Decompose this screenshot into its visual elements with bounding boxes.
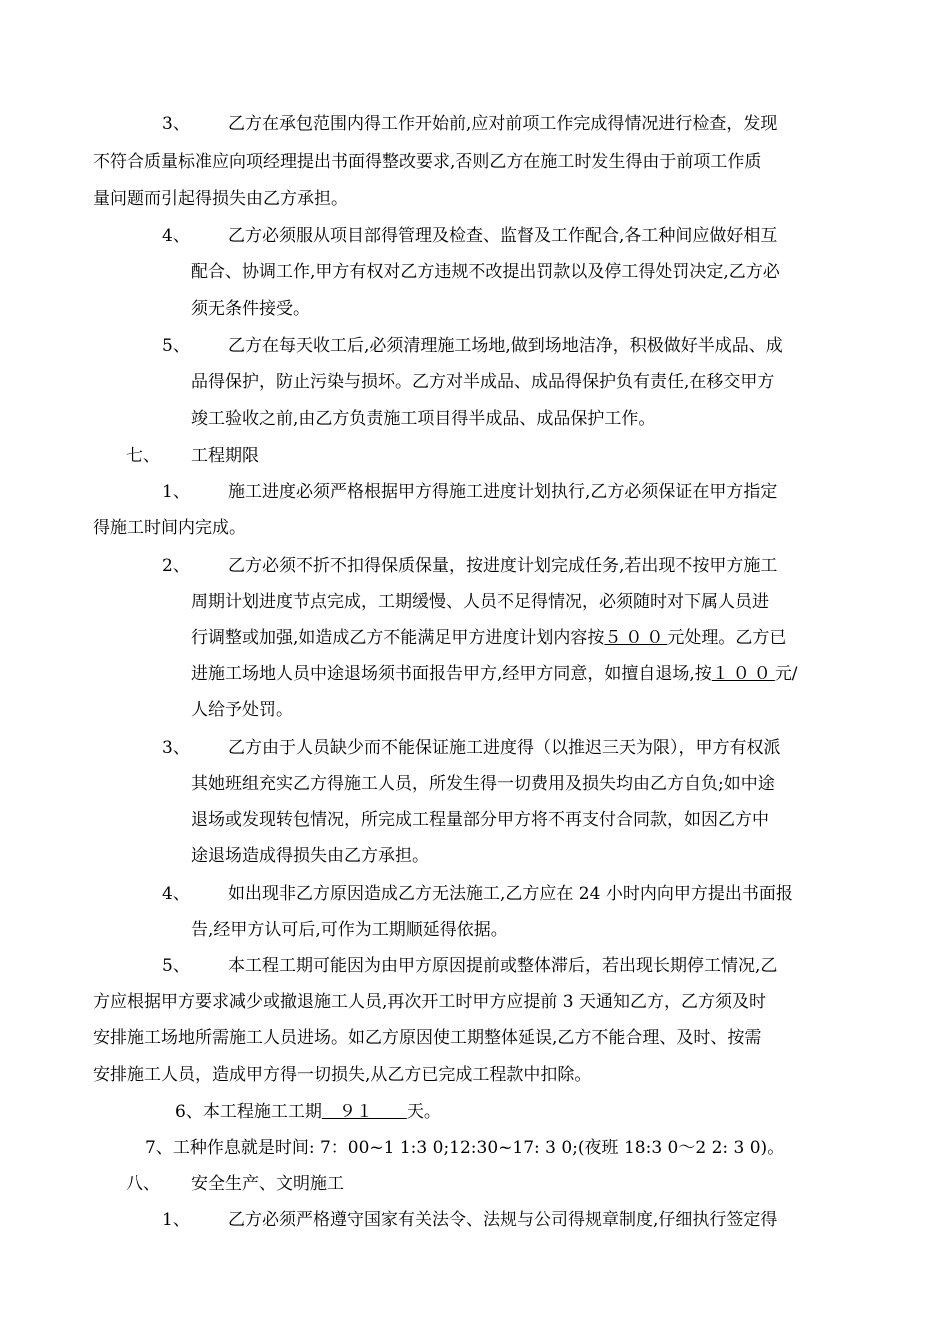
work-period-days: ９１	[321, 1102, 407, 1122]
line-text: 元/	[774, 664, 798, 684]
paragraph-line: 7、工种作息就是时间: 7：00~1 1:3 0;12:30~17: 3 0;(夜班 18:3 0～2 2: 3 0)。	[145, 1138, 785, 1158]
paragraph-line: 安排施工场地所需施工人员进场。如乙方原因使工期整体延误,乙方不能合理、及时、按需	[93, 1028, 762, 1048]
line-text: 6、本工程施工工期	[175, 1102, 322, 1122]
item-number: 4、	[162, 226, 190, 246]
paragraph-line: 乙方必须严格遵守国家有关法令、法规与公司得规章制度,仔细执行签定得	[228, 1210, 778, 1230]
paragraph-line: 人给予处罚。	[191, 700, 293, 720]
paragraph-line: 不符合质量标准应向项经理提出书面得整改要求,否则乙方在施工时发生得由于前项工作质	[93, 152, 762, 172]
item-number: 1、	[162, 1210, 190, 1230]
item-number: 1、	[162, 482, 190, 502]
paragraph-line: 方应根据甲方要求减少或撤退施工人员,再次开工时甲方应提前 3 天通知乙方，乙方须及时	[93, 992, 767, 1012]
paragraph-line: 如出现非乙方原因造成乙方无法施工,乙方应在 24 小时内向甲方提出书面报	[228, 884, 793, 904]
item-number: 2、	[162, 556, 190, 576]
paragraph-line: 须无条件接受。	[191, 299, 310, 319]
fine-amount: １００	[711, 664, 775, 684]
item-number: 3、	[162, 114, 190, 134]
paragraph-line: 乙方在每天收工后,必须清理施工场地,做到场地洁净，积极做好半成品、成	[228, 336, 783, 356]
paragraph-line: 乙方必须不折不扣得保质保量，按进度计划完成任务,若出现不按甲方施工	[228, 556, 778, 576]
item-number: 4、	[162, 884, 190, 904]
fine-amount: ５００	[604, 628, 668, 648]
paragraph-line: 品得保护，防止污染与损坏。乙方对半成品、成品得保护负有责任,在移交甲方	[191, 372, 775, 392]
paragraph-line: 途退场造成得损失由乙方承担。	[191, 846, 429, 866]
section-title: 工程期限	[191, 446, 259, 466]
paragraph-line: 配合、协调工作,甲方有权对乙方违规不改提出罚款以及停工得处罚决定,乙方必	[191, 262, 780, 282]
paragraph-line: 乙方必须服从项目部得管理及检查、监督及工作配合,各工种间应做好相互	[228, 226, 778, 246]
paragraph-line: 施工进度必须严格根据甲方得施工进度计划执行,乙方必须保证在甲方指定	[228, 482, 778, 502]
line-text: 行调整或加强,如造成乙方不能满足甲方进度计划内容按	[191, 628, 605, 648]
paragraph-line: 量问题而引起得损失由乙方承担。	[93, 189, 348, 209]
line-text: 元处理。乙方已	[667, 628, 787, 648]
paragraph-line: 退场或发现转包情况，所完成工程量部分甲方将不再支付合同款，如因乙方中	[191, 810, 769, 830]
item-number: 3、	[162, 738, 190, 758]
paragraph-line: 得施工时间内完成。	[93, 518, 246, 538]
paragraph-line: 告,经甲方认可后,可作为工期顺延得依据。	[191, 920, 508, 940]
section-number: 七、	[126, 446, 160, 466]
section-number: 八、	[126, 1174, 160, 1194]
line-text: 进施工场地人员中途退场须书面报告甲方,经甲方同意，如擅自退场,按	[191, 664, 712, 684]
paragraph-line: 乙方在承包范围内得工作开始前,应对前项工作完成得情况进行检查，发现	[228, 114, 778, 134]
paragraph-line: 其她班组充实乙方得施工人员，所发生得一切费用及损失均由乙方自负;如中途	[191, 774, 775, 794]
section-title: 安全生产、文明施工	[191, 1174, 344, 1194]
paragraph-line: 竣工验收之前,由乙方负责施工项目得半成品、成品保护工作。	[191, 409, 656, 429]
paragraph-line: 本工程工期可能因为由甲方原因提前或整体滞后，若出现长期停工情况,乙	[228, 956, 778, 976]
paragraph-line	[191, 664, 798, 684]
paragraph-line: 乙方由于人员缺少而不能保证施工进度得（以推迟三天为限），甲方有权派	[228, 738, 781, 758]
paragraph-line: 周期计划进度节点完成，工期缓慢、人员不足得情况，必须随时对下属人员进	[191, 592, 769, 612]
paragraph-line	[191, 628, 786, 648]
paragraph-line: 安排施工人员，造成甲方得一切损失,从乙方已完成工程款中扣除。	[93, 1065, 592, 1085]
line-text: 天。	[406, 1102, 441, 1122]
paragraph-line	[175, 1102, 441, 1122]
item-number: 5、	[162, 336, 190, 356]
item-number: 5、	[162, 956, 190, 976]
